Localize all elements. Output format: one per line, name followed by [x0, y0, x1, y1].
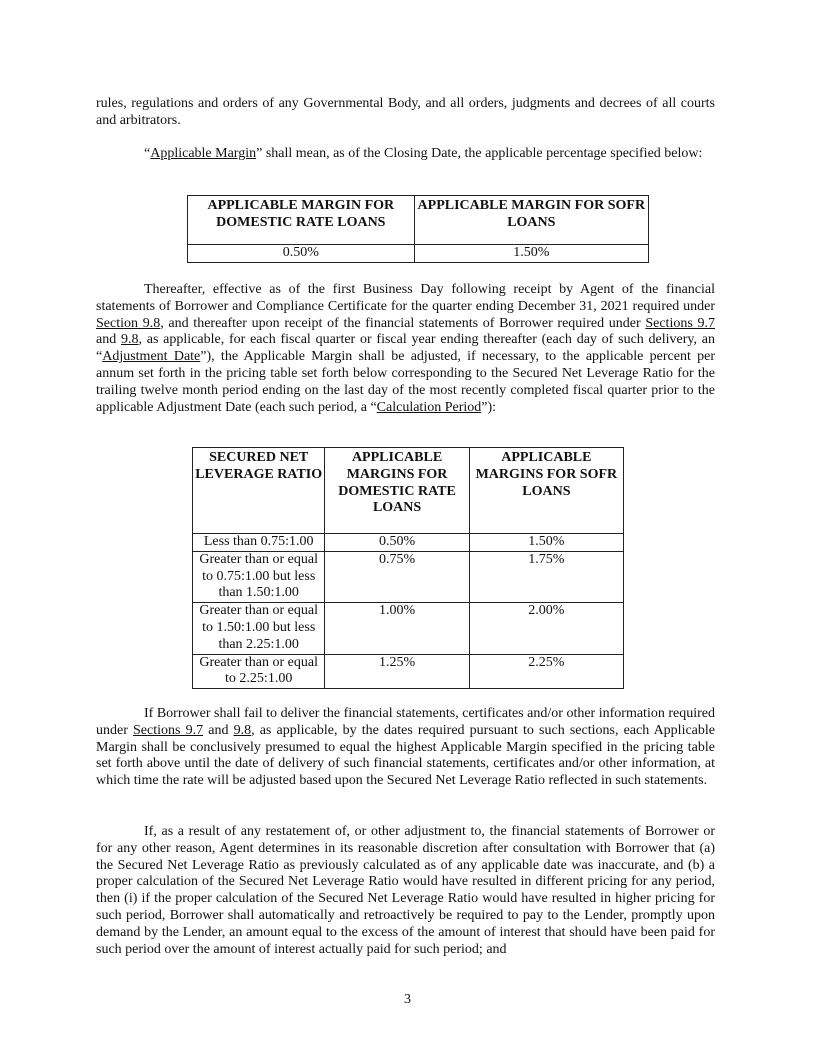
restatement-paragraph: [96, 824, 715, 958]
intro-text: rules, regulations and orders of any Governmental Body, and all orders, judgments and decrees of all courts and arbitrators.: [96, 96, 715, 128]
table1-cell-domestic: 0.50%: [188, 245, 415, 263]
table2-header-ratio: SECURED NET LEVERAGE RATIO: [193, 448, 325, 534]
table2-row: [193, 534, 624, 552]
table2-row: [193, 654, 624, 689]
thereafter-text-6: ”):: [481, 399, 497, 415]
fail-text-1: If Borrower shall fail to deliver the financial statements, certificates and/or other information required under: [96, 706, 715, 738]
table2-cell-sofr: 1.75%: [469, 551, 623, 602]
page-number: 3: [404, 992, 411, 1007]
table1-header-sofr: APPLICABLE MARGIN FOR SOFR LOANS: [414, 196, 648, 245]
failure-paragraph: [96, 706, 715, 790]
table2-cell-sofr: 1.50%: [469, 534, 623, 552]
table2-cell-ratio: Greater than or equal to 1.50:1.00 but less than 2.25:1.00: [193, 603, 325, 654]
initial-margin-table: [187, 195, 649, 263]
pricing-grid-table: [192, 447, 624, 689]
defined-term-adjustment-date: Adjustment Date: [102, 349, 201, 365]
table2-cell-ratio: Greater than or equal to 2.25:1.00: [193, 654, 325, 689]
table1-cell-sofr: 1.50%: [414, 245, 648, 263]
thereafter-text-4: , as applicable, for each fiscal quarter or fiscal year ending thereafter (each day of such delivery, an “: [96, 332, 715, 365]
table2-cell-ratio: Greater than or equal to 0.75:1.00 but less than 1.50:1.00: [193, 551, 325, 602]
thereafter-paragraph: [96, 282, 715, 416]
definition-text: shall mean, as of the Closing Date, the applicable percentage specified below:: [262, 146, 703, 161]
table2-cell-sofr: 2.00%: [469, 603, 623, 654]
table1-header-domestic: APPLICABLE MARGIN FOR DOMESTIC RATE LOANS: [188, 196, 415, 245]
table2-cell-domestic: 0.50%: [325, 534, 469, 552]
defined-term-applicable-margin: Applicable Margin: [150, 146, 257, 161]
fail-text-3: , as applicable, by the dates required pursuant to such sections, each Applicable Margin shall be conclusively presumed to equal the highest Applicable Margin specified in the pricing table set forth above until the date of delivery of such financial statements, certificates and/or other information, at which time the rate will be adjusted based upon the Secured Net Leverage Ratio reflected in such statements.: [96, 722, 715, 789]
table2-header-domestic: APPLICABLE MARGINS FOR DOMESTIC RATE LOANS: [325, 448, 469, 534]
table2-cell-domestic: 1.00%: [325, 603, 469, 654]
table2-header-sofr: APPLICABLE MARGINS FOR SOFR LOANS: [469, 448, 623, 534]
section-ref-9-8: Section 9.8: [96, 315, 161, 331]
section-ref-9-8-b: 9.8: [120, 332, 139, 348]
thereafter-text-1: Thereafter, effective as of the first Business Day following receipt by Agent of the financial statements of Borrower and Compliance Certificate for the quarter ending December 31, 2021 required under: [96, 282, 715, 314]
table2-cell-sofr: 2.25%: [469, 654, 623, 689]
definition-paragraph: [96, 146, 715, 163]
open-quote: “: [144, 146, 151, 161]
close-quote: ”: [256, 146, 263, 161]
defined-term-calculation-period: Calculation Period: [376, 399, 482, 415]
section-ref-9-7: Sections 9.7: [645, 315, 715, 331]
table2-row: [193, 603, 624, 654]
thereafter-text-5: ”), the Applicable Margin shall be adjusted, if necessary, to the applicable percent per annum set forth in the pricing table set forth below corresponding to the Secured Net Leverage Ratio for the trailing twelve month period ending on the last day of the most recently completed fiscal quarter prior to the applicable Adjustment Date (each such period, a “: [96, 349, 715, 415]
section-ref-9-7-fail: Sections 9.7: [133, 722, 204, 738]
section-ref-9-8-fail: 9.8: [233, 722, 252, 738]
restatement-text: If, as a result of any restatement of, or other adjustment to, the financial statements of Borrower or for any other reason, Agent determines in its reasonable discretion after consultation with Borrower that (a) the Secured Net Leverage Ratio as previously calculated as of any applicable date was inaccurate, and (b) a proper calculation of the Secured Net Leverage Ratio would have resulted in different pricing for any period, then (i) if the proper calculation of the Secured Net Leverage Ratio would have resulted in higher pricing for such period, Borrower shall automatically and retroactively be required to pay to the Lender, promptly upon demand by the Lender, an amount equal to the excess of the amount of interest that should have been paid for such period over the amount of interest actually paid for such period; and: [96, 824, 715, 957]
table2-cell-ratio: Less than 0.75:1.00: [193, 534, 325, 552]
thereafter-text-2: , and thereafter upon receipt of the financial statements of Borrower required under: [160, 315, 646, 331]
table2-cell-domestic: 0.75%: [325, 551, 469, 602]
table2-row: [193, 551, 624, 602]
table2-cell-domestic: 1.25%: [325, 654, 469, 689]
intro-paragraph: [96, 96, 715, 130]
thereafter-text-3: and: [96, 332, 121, 348]
fail-text-2: and: [203, 722, 234, 738]
